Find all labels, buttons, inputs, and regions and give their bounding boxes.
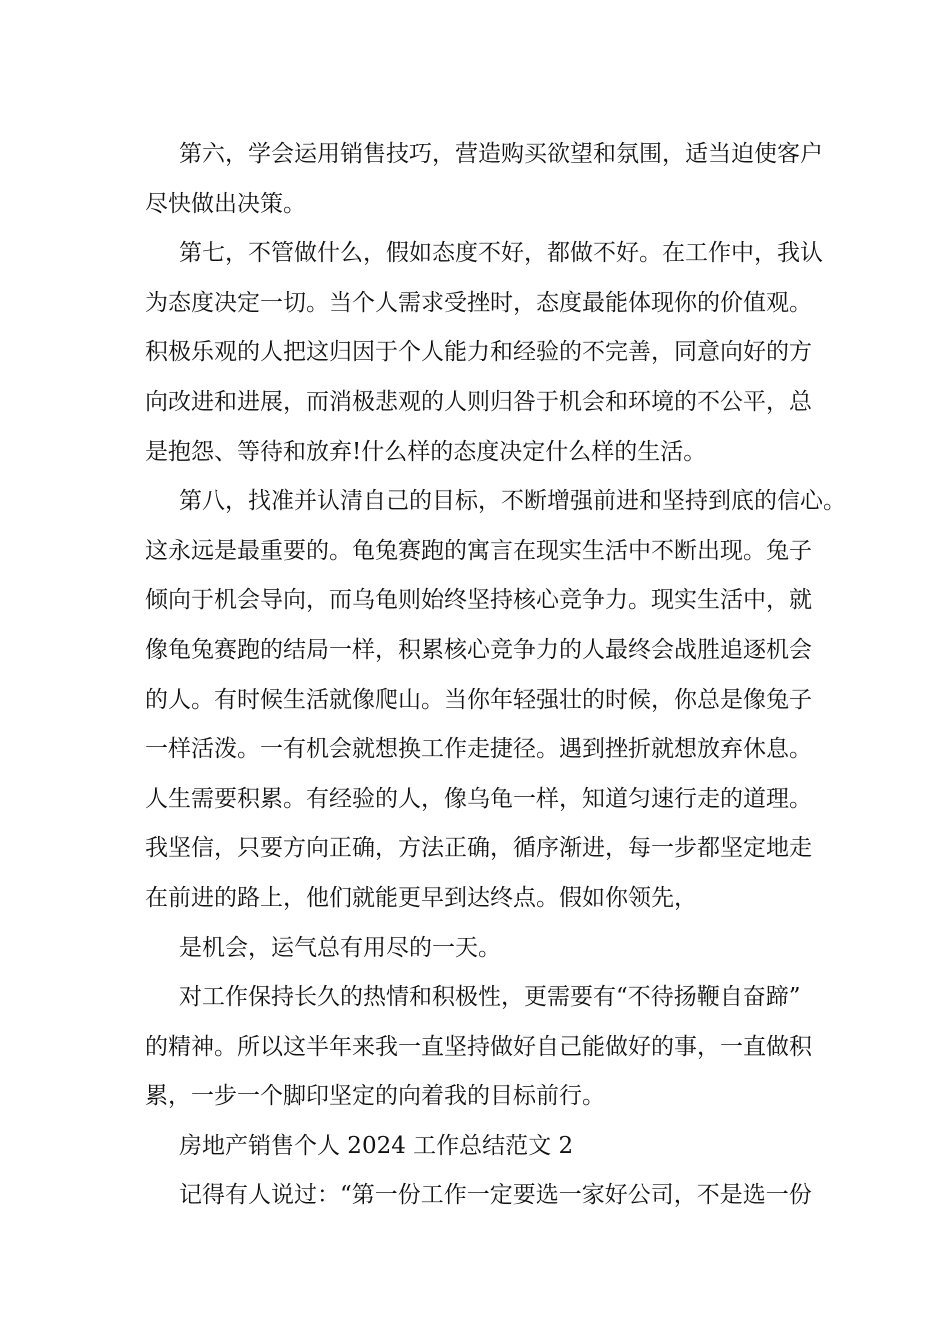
text-line: 一样活泼。一有机会就想换工作走捷径。遇到挫折就想放弃休息。 [145, 736, 812, 763]
document-body [145, 130, 846, 1221]
text-line: 为态度决定一切。当个人需求受挫时，态度最能体现你的价值观。 [145, 289, 812, 316]
text-line: 第六，学会运用销售技巧，营造购买欲望和氛围，适当迫使客户 [179, 141, 823, 167]
text-line: 是机会，运气总有用尽的一天。 [179, 934, 501, 961]
text-line: 我坚信，只要方向正确，方法正确，循序渐进，每一步都坚定地走 [145, 835, 812, 862]
text-line: 第八，找准并认清自己的目标，不断增强前进和坚持到底的信心。 [179, 488, 846, 515]
text-line: 人生需要积累。有经验的人，像乌龟一样，知道匀速行走的道理。 [145, 785, 812, 812]
text-line: 倾向于机会导向，而乌龟则始终坚持核心竞争力。现实生活中，就 [145, 587, 812, 614]
text-line: 尽快做出决策。 [145, 190, 306, 217]
text-line: 的精神。所以这半年来我一直坚持做好自己能做好的事，一直做积 [145, 1033, 812, 1060]
text-line: 积极乐观的人把这归因于个人能力和经验的不完善，同意向好的方 [145, 339, 812, 366]
text-line: 是抱怨、等待和放弃!什么样的态度决定什么样的生活。 [145, 438, 707, 465]
text-line: 累，一步一个脚印坚定的向着我的目标前行。 [145, 1083, 605, 1110]
section-heading: 房地产销售个人 2024 工作总结范文 2 [179, 1132, 574, 1159]
text-line: 对工作保持长久的热情和积极性，更需要有“不待扬鞭自奋蹄” [179, 984, 801, 1011]
text-line: 记得有人说过：“第一份工作一定要选一家好公司，不是选一份 [179, 1182, 812, 1209]
text-line: 像龟兔赛跑的结局一样，积累核心竞争力的人最终会战胜追逐机会 [145, 636, 812, 663]
text-line: 向改进和进展，而消极悲观的人则归咎于机会和环境的不公平，总 [145, 388, 812, 415]
text-line: 第七，不管做什么，假如态度不好，都做不好。在工作中，我认 [179, 240, 823, 267]
text-line: 这永远是最重要的。龟兔赛跑的寓言在现实生活中不断出现。兔子 [145, 537, 812, 564]
text-line: 的人。有时候生活就像爬山。当你年轻强壮的时候，你总是像兔子 [145, 686, 812, 713]
text-line: 在前进的路上，他们就能更早到达终点。假如你领先， [145, 884, 697, 911]
